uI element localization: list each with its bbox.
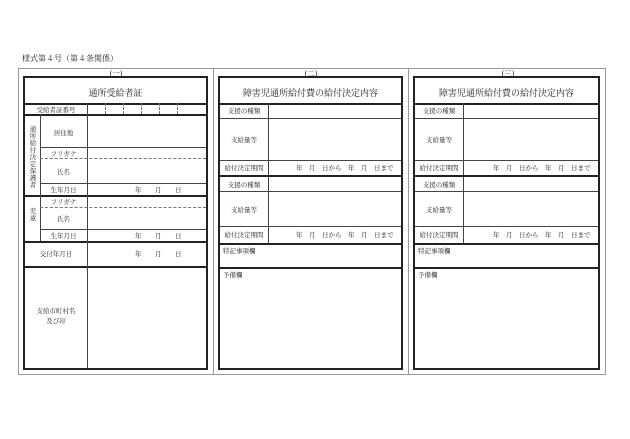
- day-label: 日: [175, 186, 182, 194]
- year-label: 年: [135, 186, 142, 194]
- period-value: 年 月 日から 年 月 日まで: [296, 164, 394, 172]
- service-type-label: 支援の種類: [227, 181, 261, 189]
- amount-label: 支給量等: [426, 136, 452, 144]
- amount-label: 支給量等: [231, 136, 257, 144]
- month-label: 月: [155, 250, 162, 258]
- amount-label: 支給量等: [231, 206, 257, 214]
- column-divider: [408, 68, 409, 375]
- amount-label: 支給量等: [426, 206, 452, 214]
- decision-card: [218, 76, 403, 370]
- guardian-name-label: 氏名: [57, 168, 70, 176]
- period-label: 給付決定期間: [224, 231, 264, 239]
- child-name-label: 氏名: [57, 215, 70, 223]
- service-type-label: 支援の種類: [422, 181, 456, 189]
- child-group-label: 児童: [29, 207, 37, 222]
- certificate-card: [23, 76, 208, 370]
- child-birthdate-label: 生年月日: [50, 232, 77, 240]
- day-label: 日: [175, 250, 182, 258]
- rule: [87, 103, 88, 114]
- municipality-label: 支給市町村名 及び印: [36, 307, 76, 325]
- period-label: 給付決定期間: [224, 164, 264, 172]
- reserve-label: 予備欄: [223, 271, 243, 279]
- special-notes-label: 特記事項欄: [223, 247, 256, 255]
- year-label: 年: [135, 232, 142, 240]
- decision-title: 障害児通所給付費の給付決定内容: [242, 89, 378, 99]
- recipient-number-label: 受給者証番号: [36, 106, 76, 114]
- column-number-2: (二): [304, 69, 318, 78]
- column-divider: [213, 68, 214, 375]
- month-label: 月: [155, 186, 162, 194]
- document-title: 様式第４号（第４条関係）: [22, 54, 118, 63]
- certificate-title: 通所受給者証: [88, 89, 143, 99]
- period-label: 給付決定期間: [419, 231, 459, 239]
- decision-card: [413, 76, 600, 370]
- column-number-3: (三): [501, 69, 515, 78]
- reserve-label: 予備欄: [418, 271, 438, 279]
- period-value: 年 月 日から 年 月 日まで: [493, 231, 591, 239]
- guardian-group-label: 通所給付決定保護者: [29, 125, 37, 189]
- period-label: 給付決定期間: [419, 164, 459, 172]
- column-number-1: (一): [109, 69, 123, 78]
- day-label: 日: [175, 232, 182, 240]
- address-label: 居住地: [53, 129, 74, 137]
- service-type-label: 支援の種類: [227, 107, 261, 115]
- child-furigana-label: フリガナ: [50, 198, 77, 206]
- year-label: 年: [135, 250, 142, 258]
- issue-date-label: 交付年月日: [39, 250, 73, 258]
- guardian-birthdate-label: 生年月日: [50, 186, 77, 194]
- guardian-furigana-label: フリガナ: [50, 150, 77, 158]
- rule: [25, 114, 206, 116]
- decision-title: 障害児通所給付費の給付決定内容: [438, 89, 574, 99]
- period-value: 年 月 日から 年 月 日まで: [493, 164, 591, 172]
- period-value: 年 月 日から 年 月 日まで: [296, 231, 394, 239]
- month-label: 月: [155, 232, 162, 240]
- special-notes-label: 特記事項欄: [418, 247, 451, 255]
- service-type-label: 支援の種類: [422, 107, 456, 115]
